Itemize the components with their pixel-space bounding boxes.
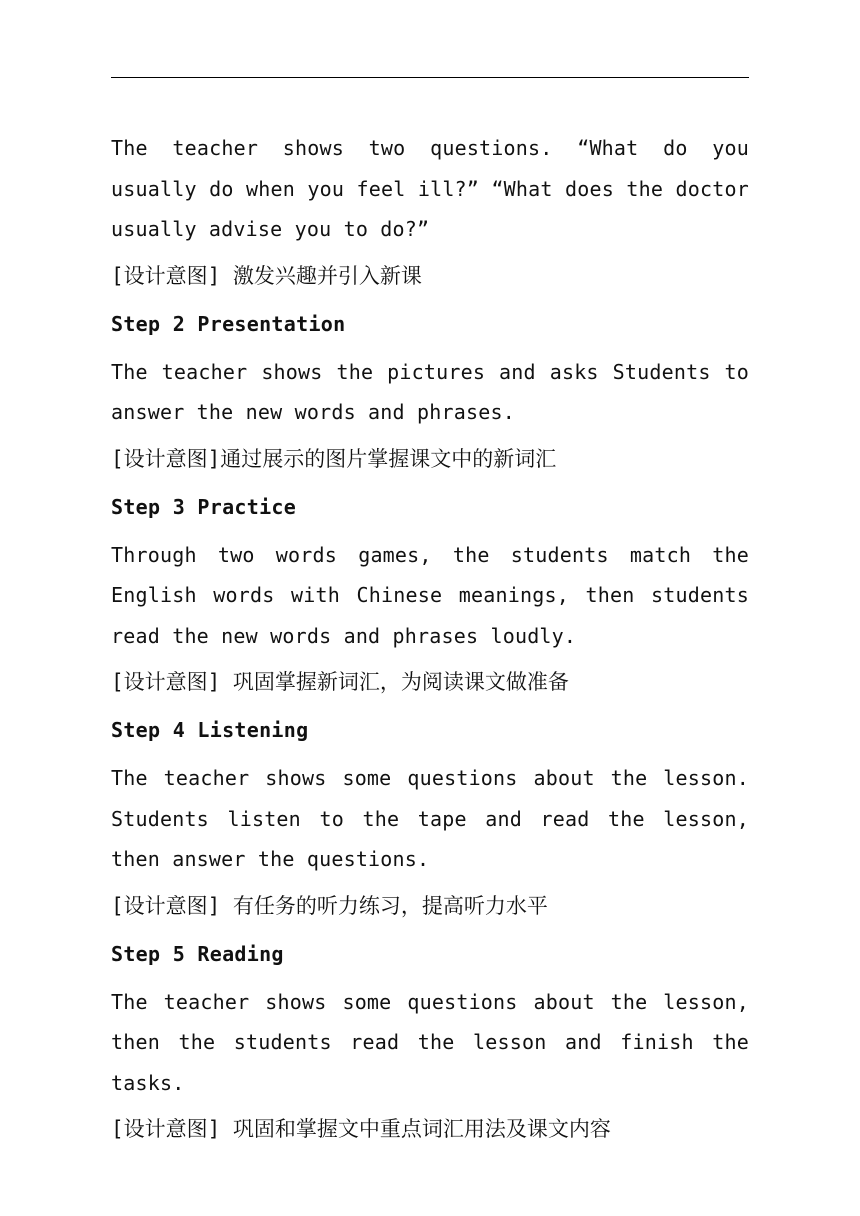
step-paragraph: The teacher shows the pictures and asks Students to answer the new words and phrases.: [111, 359, 749, 424]
design-intent-note: [设计意图] 巩固和掌握文中重点词汇用法及课文内容: [111, 1117, 611, 1141]
step-heading: Step 2 Presentation: [111, 311, 346, 336]
step-paragraph: The teacher shows some questions about the lesson, then the students read the lesson and finish the tasks.: [111, 989, 749, 1095]
design-intent-note: [设计意图]通过展示的图片掌握课文中的新词汇: [111, 446, 557, 471]
step-heading: Step 3 Practice: [111, 494, 297, 519]
design-intent-note: [设计意图] 激发兴趣并引入新课: [111, 263, 422, 288]
design-intent-note: [设计意图] 巩固掌握新词汇，为阅读课文做准备: [111, 670, 569, 694]
document-body: [111, 128, 749, 1157]
header-rule: [111, 77, 749, 78]
step-heading: Step 5 Reading: [111, 941, 284, 966]
step-paragraph: The teacher shows some questions about the lesson. Students listen to the tape and read the lesson, then answer the questions.: [111, 766, 749, 871]
step-paragraph: Through two words games, the students match the English words with Chinese meanings, then students read the new words and phrases loudly.: [111, 542, 749, 648]
warmup-paragraph: The teacher shows two questions. “What do you usually do when you feel ill?” “What does the doctor usually advise you to do?”: [111, 136, 749, 241]
step-heading: Step 4 Listening: [111, 718, 309, 742]
design-intent-note: [设计意图] 有任务的听力练习，提高听力水平: [111, 893, 548, 918]
